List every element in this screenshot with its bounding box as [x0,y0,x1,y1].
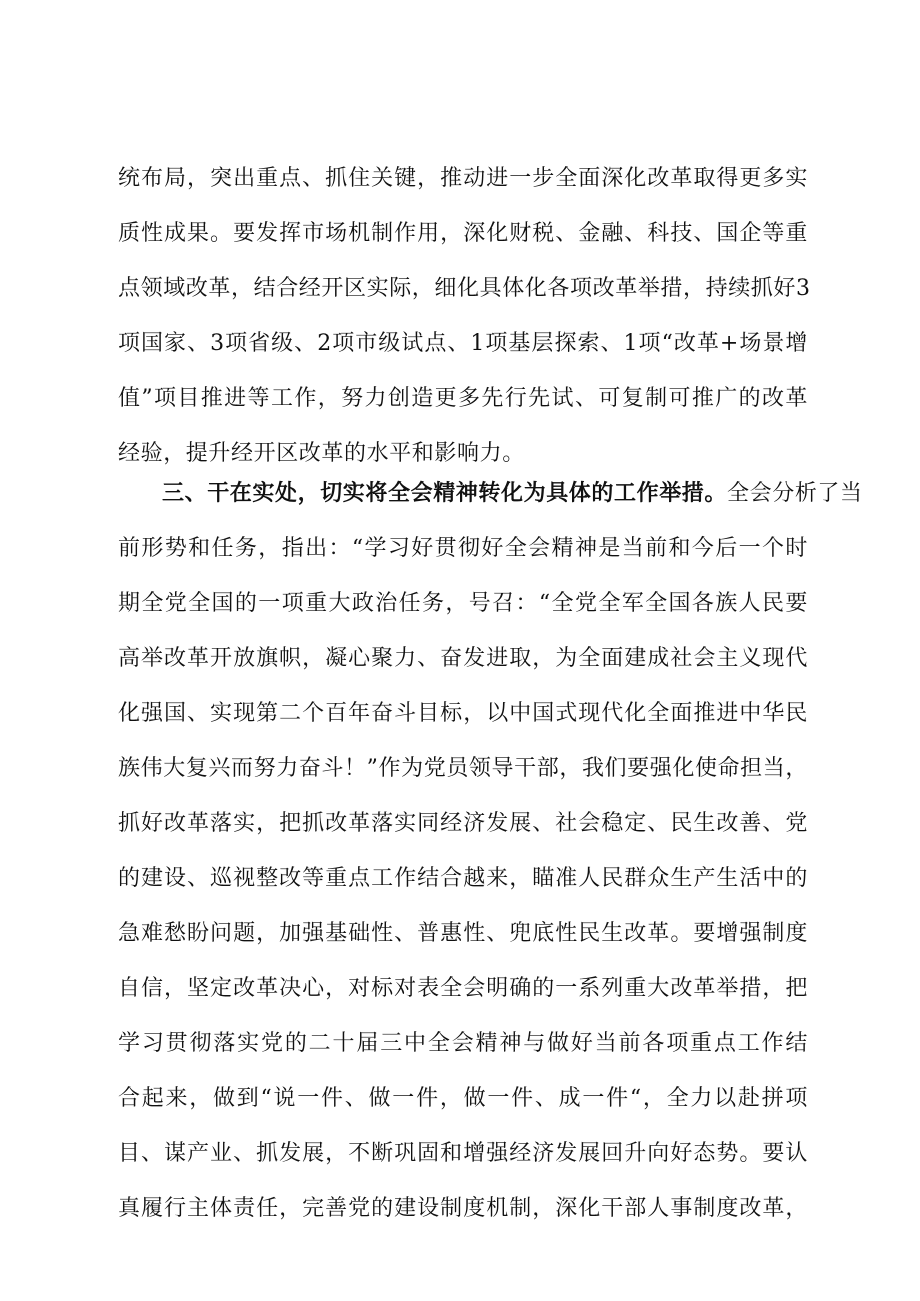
paragraph-line: 统布局，突出重点、抓住关键，推动进一步全面深化改革取得更多实 [118,166,808,191]
paragraph-line: 急难愁盼问题，加强基础性、普惠性、兜底性民生改革。要增强制度 [118,921,808,946]
paragraph-line: 合起来，做到“说一件、做一件，做一件、成一件“，全力以赴拼项 [118,1086,808,1111]
paragraph-line: 高举改革开放旗帜，凝心聚力、奋发进取，为全面建成社会主义现代 [118,646,808,671]
paragraph-line: 期全党全国的一项重大政治任务，号召：“全党全军全国各族人民要 [118,591,808,616]
paragraph-first-line [118,466,863,521]
paragraph-line-rest: 全会分析了当 [727,481,863,506]
paragraph-line: 点领域改革，结合经开区实际，细化具体化各项改革举措，持续抓好3 [118,276,811,301]
paragraph-line: 质性成果。要发挥市场机制作用，深化财税、金融、科技、国企等重 [118,221,808,246]
paragraph-2 [118,466,863,1236]
paragraph-line: 值”项目推进等工作，努力创造更多先行先试、可复制可推广的改革 [118,386,808,411]
paragraph-line: 化强国、实现第二个百年奋斗目标，以中国式现代化全面推进中华民 [118,701,808,726]
paragraph-line: 真履行主体责任，完善党的建设制度机制，深化干部人事制度改革， [118,1196,808,1221]
paragraph-line: 学习贯彻落实党的二十届三中全会精神与做好当前各项重点工作结 [118,1031,808,1056]
paragraph-line: 自信，坚定改革决心，对标对表全会明确的一系列重大改革举措，把 [118,976,808,1001]
paragraph-line: 项国家、3项省级、2项市级试点、1项基层探索、1项“改革+场景增 [118,331,808,356]
paragraph-line: 前形势和任务，指出：“学习好贯彻好全会精神是当前和今后一个时 [118,536,808,561]
paragraph-line: 的建设、巡视整改等重点工作结合越来，瞄准人民群众生产生活中的 [118,866,808,891]
section-heading: 三、干在实处，切实将全会精神转化为具体的工作举措。 [162,481,728,506]
paragraph-1 [118,151,811,481]
paragraph-line: 抓好改革落实，把抓改革落实同经济发展、社会稳定、民生改善、党 [118,811,808,836]
paragraph-line: 经验，提升经开区改革的水平和影响力。 [118,441,525,466]
paragraph-line: 目、谋产业、抓发展，不断巩固和增强经济发展回升向好态势。要认 [118,1141,808,1166]
paragraph-line: 族伟大复兴而努力奋斗！”作为党员领导干部，我们要强化使命担当， [118,756,808,781]
